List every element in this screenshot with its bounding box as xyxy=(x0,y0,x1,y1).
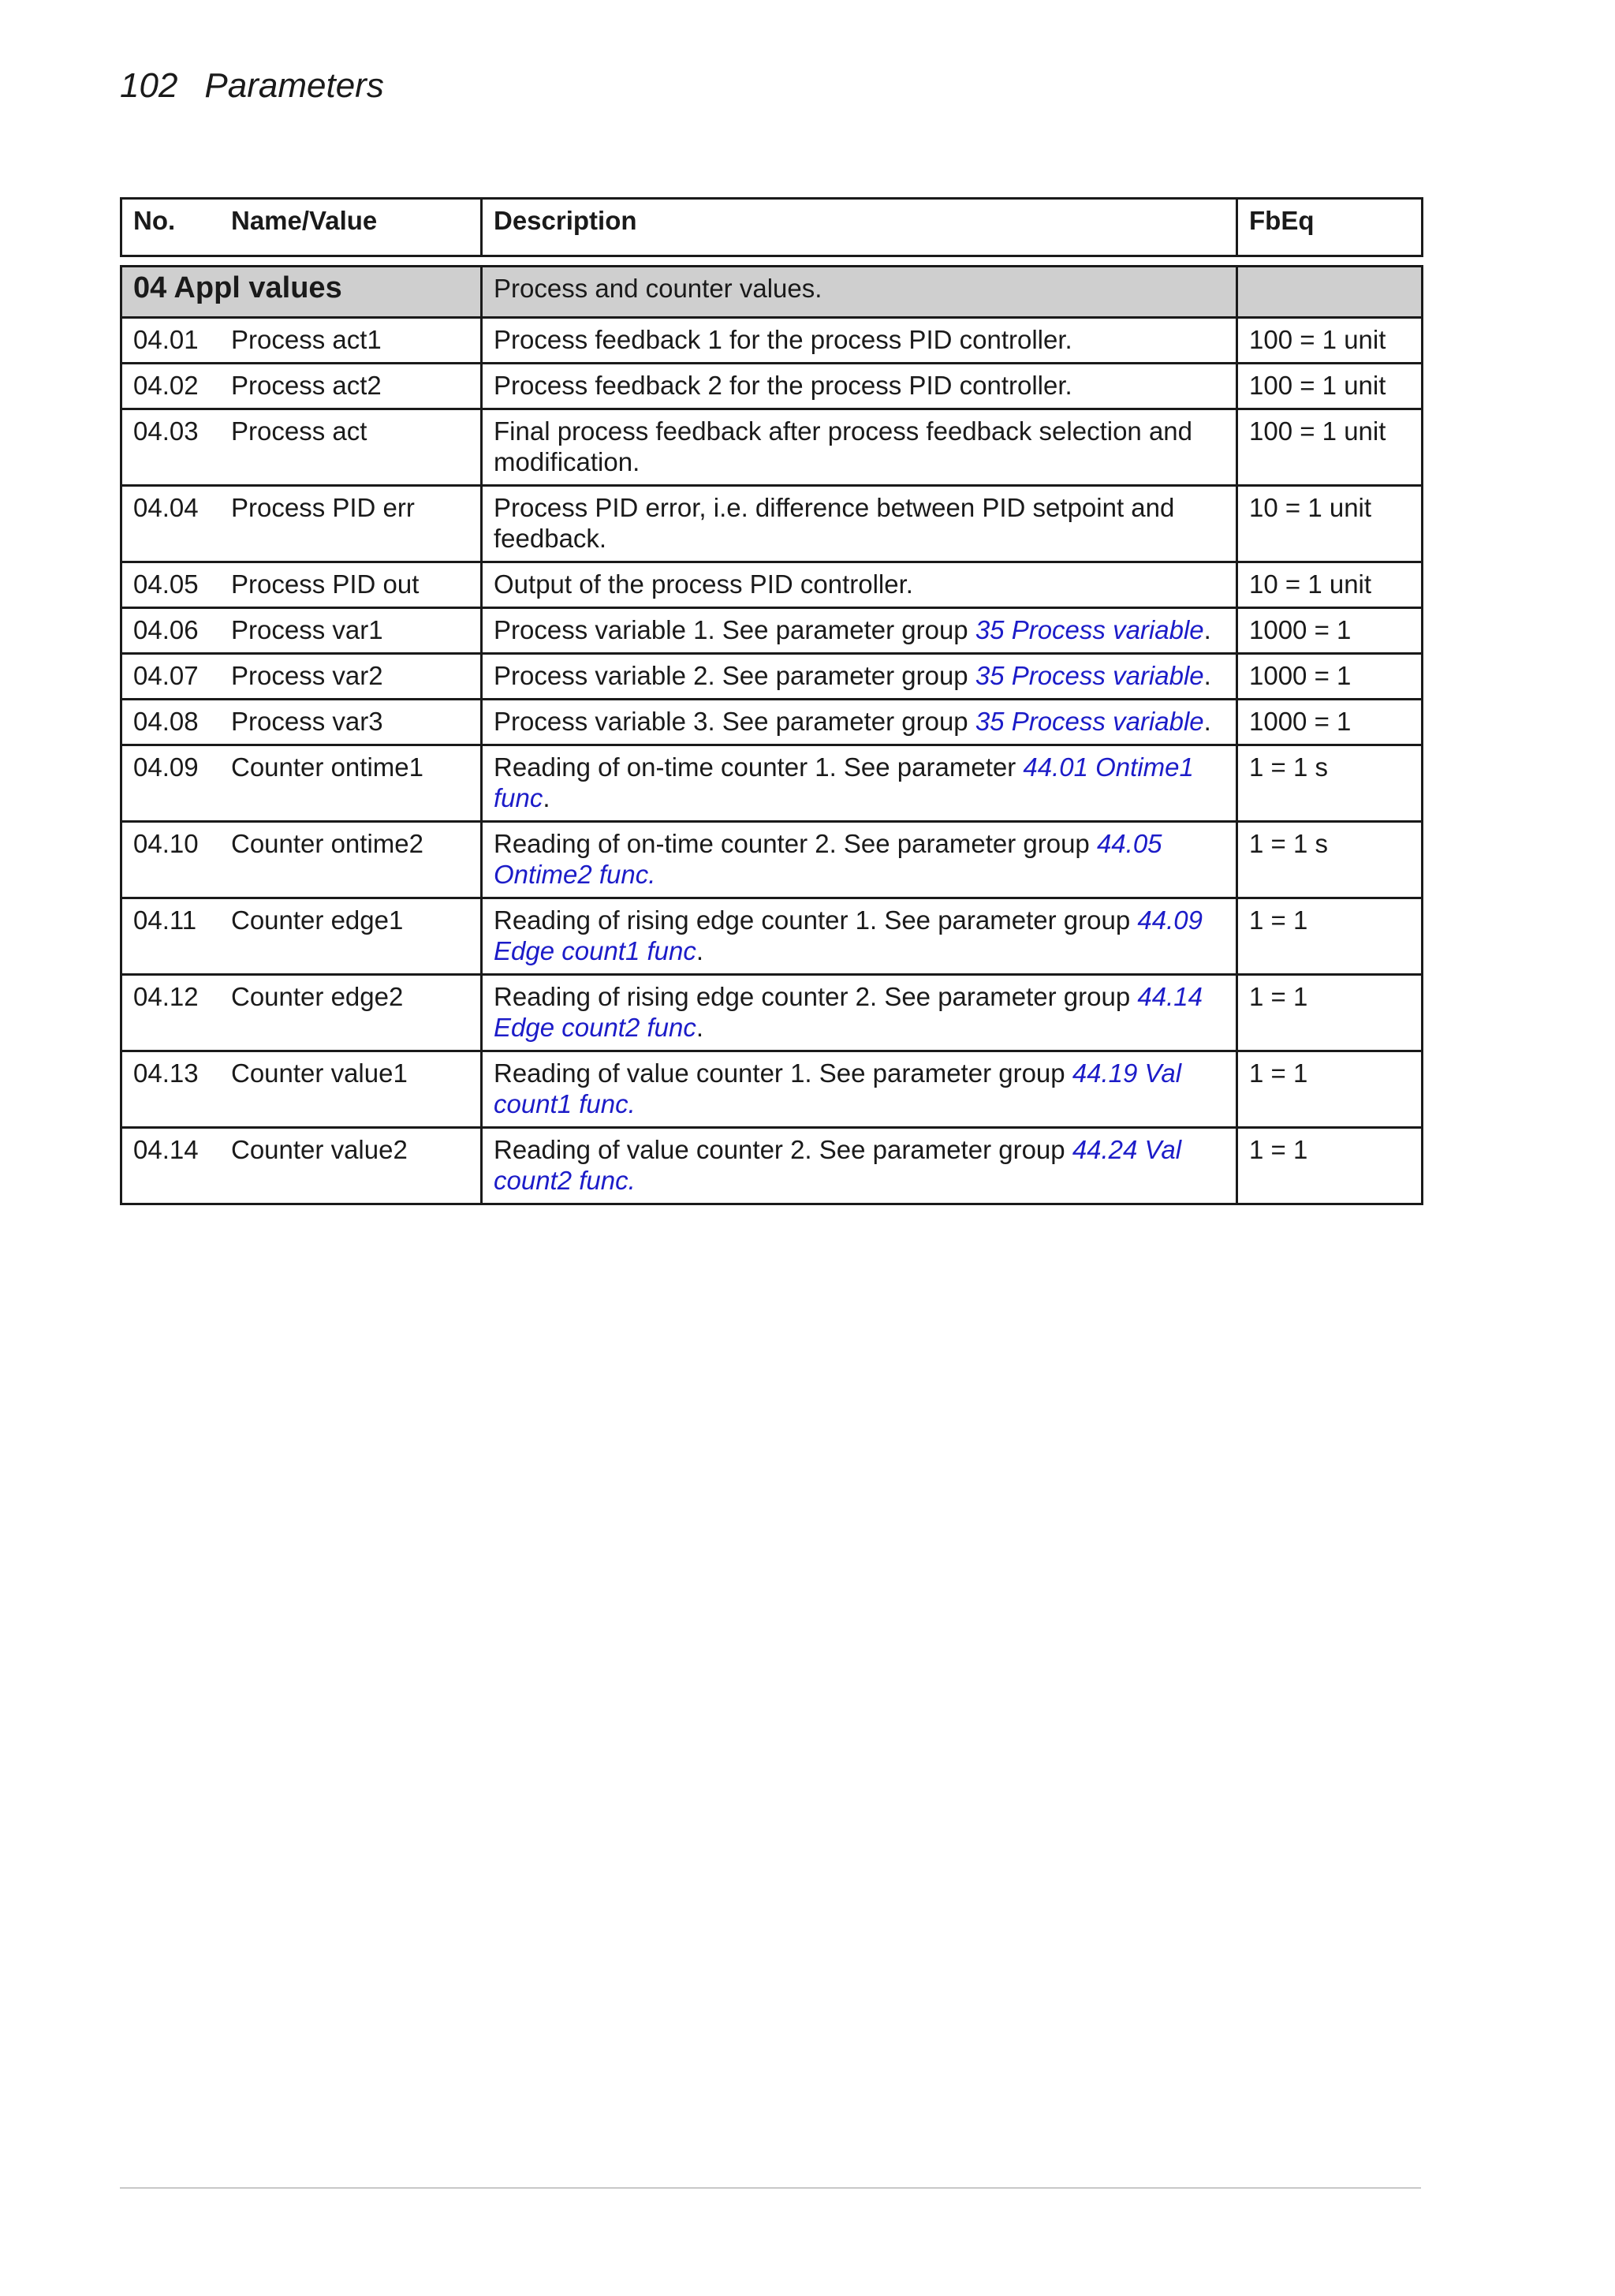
param-number: 04.10 xyxy=(133,829,199,858)
param-name: Counter ontime2 xyxy=(231,829,423,858)
param-name: Counter edge2 xyxy=(231,982,404,1011)
param-description xyxy=(482,608,1237,654)
description-text: Process variable 3. See parameter group xyxy=(494,707,975,736)
description-suffix: . xyxy=(696,936,704,965)
param-link[interactable]: 35 Process variable xyxy=(975,615,1204,644)
param-cell xyxy=(121,364,482,409)
table-row xyxy=(121,364,1423,409)
param-link[interactable]: 35 Process variable xyxy=(975,707,1204,736)
param-cell xyxy=(121,562,482,608)
param-link[interactable]: 44.14 Edge count2 func xyxy=(494,982,1203,1042)
param-fbeq: 100 = 1 unit xyxy=(1237,318,1423,364)
table-header xyxy=(120,197,1423,257)
group-row xyxy=(121,267,1423,318)
param-fbeq: 100 = 1 unit xyxy=(1237,364,1423,409)
header-left-cell xyxy=(121,199,482,256)
description-suffix: . xyxy=(1203,661,1211,690)
table-row xyxy=(121,562,1423,608)
param-fbeq: 100 = 1 unit xyxy=(1237,409,1423,486)
param-name: Process act2 xyxy=(231,371,382,400)
description-text: Reading of on-time counter 1. See parameter xyxy=(494,752,1024,782)
param-name: Counter ontime1 xyxy=(231,752,423,782)
param-cell xyxy=(121,700,482,745)
param-fbeq: 1 = 1 s xyxy=(1237,745,1423,822)
table-row xyxy=(121,822,1423,898)
param-description xyxy=(482,745,1237,822)
param-description xyxy=(482,700,1237,745)
param-number: 04.13 xyxy=(133,1058,199,1088)
description-suffix: . xyxy=(696,1013,704,1042)
description-suffix: . xyxy=(1203,707,1211,736)
parameter-table-body xyxy=(121,267,1423,1204)
param-name: Process act xyxy=(231,416,367,446)
description-text: Process PID error, i.e. difference between PID setpoint and feedback. xyxy=(494,493,1175,553)
group-fbeq xyxy=(1237,267,1423,318)
table-row xyxy=(121,700,1423,745)
param-cell xyxy=(121,1051,482,1128)
table-row xyxy=(121,898,1423,975)
table-row xyxy=(121,975,1423,1051)
param-name: Process PID err xyxy=(231,493,415,522)
table-row xyxy=(121,409,1423,486)
param-description xyxy=(482,1128,1237,1204)
description-text: Output of the process PID controller. xyxy=(494,569,913,599)
header-name: Name/Value xyxy=(231,206,378,235)
param-name: Process var2 xyxy=(231,661,383,690)
param-number: 04.08 xyxy=(133,707,199,736)
section-title: Parameters xyxy=(204,66,384,105)
param-description xyxy=(482,654,1237,700)
param-name: Process var1 xyxy=(231,615,383,644)
header-row xyxy=(121,199,1423,256)
param-cell xyxy=(121,745,482,822)
param-name: Process PID out xyxy=(231,569,420,599)
param-name: Process act1 xyxy=(231,325,382,354)
description-suffix: . xyxy=(543,783,550,812)
table-row xyxy=(121,1051,1423,1128)
param-number: 04.01 xyxy=(133,325,199,354)
param-link[interactable]: 35 Process variable xyxy=(975,661,1204,690)
param-cell xyxy=(121,975,482,1051)
param-name: Counter edge1 xyxy=(231,905,404,935)
param-cell xyxy=(121,822,482,898)
param-cell xyxy=(121,898,482,975)
param-description xyxy=(482,898,1237,975)
param-number: 04.05 xyxy=(133,569,199,599)
param-fbeq: 1000 = 1 xyxy=(1237,654,1423,700)
param-name: Counter value2 xyxy=(231,1135,408,1164)
param-description xyxy=(482,822,1237,898)
param-number: 04.14 xyxy=(133,1135,199,1164)
param-fbeq: 1 = 1 xyxy=(1237,1051,1423,1128)
description-text: Process feedback 1 for the process PID controller. xyxy=(494,325,1072,354)
param-number: 04.09 xyxy=(133,752,199,782)
description-text: Reading of rising edge counter 1. See parameter group xyxy=(494,905,1138,935)
param-cell xyxy=(121,654,482,700)
group-title: 04 Appl values xyxy=(121,267,482,318)
param-number: 04.03 xyxy=(133,416,199,446)
table-row xyxy=(121,486,1423,562)
param-description xyxy=(482,1051,1237,1128)
param-cell xyxy=(121,318,482,364)
description-text: Process variable 1. See parameter group xyxy=(494,615,975,644)
header-description: Description xyxy=(482,199,1237,256)
param-number: 04.06 xyxy=(133,615,199,644)
header-no: No. xyxy=(133,206,176,235)
param-link[interactable]: 44.24 Val count2 func. xyxy=(494,1135,1182,1195)
footer-rule xyxy=(120,2187,1421,2189)
param-number: 04.04 xyxy=(133,493,199,522)
param-cell xyxy=(121,486,482,562)
param-link[interactable]: 44.19 Val count1 func. xyxy=(494,1058,1182,1118)
param-link[interactable]: 44.01 Ontime1 func xyxy=(494,752,1194,812)
param-fbeq: 1 = 1 xyxy=(1237,975,1423,1051)
param-number: 04.12 xyxy=(133,982,199,1011)
param-link[interactable]: 44.05 Ontime2 func. xyxy=(494,829,1162,889)
param-fbeq: 1 = 1 s xyxy=(1237,822,1423,898)
param-description xyxy=(482,486,1237,562)
param-description xyxy=(482,318,1237,364)
table-row xyxy=(121,745,1423,822)
description-text: Process variable 2. See parameter group xyxy=(494,661,975,690)
param-name: Process var3 xyxy=(231,707,383,736)
param-fbeq: 10 = 1 unit xyxy=(1237,562,1423,608)
param-fbeq: 1 = 1 xyxy=(1237,898,1423,975)
param-fbeq: 1000 = 1 xyxy=(1237,608,1423,654)
param-description xyxy=(482,975,1237,1051)
param-description xyxy=(482,409,1237,486)
param-fbeq: 10 = 1 unit xyxy=(1237,486,1423,562)
param-fbeq: 1000 = 1 xyxy=(1237,700,1423,745)
description-text: Final process feedback after process feedback selection and modification. xyxy=(494,416,1193,476)
param-number: 04.02 xyxy=(133,371,199,400)
table-row xyxy=(121,1128,1423,1204)
group-description: Process and counter values. xyxy=(482,267,1237,318)
table-row xyxy=(121,654,1423,700)
description-text: Reading of rising edge counter 2. See parameter group xyxy=(494,982,1138,1011)
page-header xyxy=(120,66,384,106)
param-fbeq: 1 = 1 xyxy=(1237,1128,1423,1204)
param-name: Counter value1 xyxy=(231,1058,408,1088)
page-number: 102 xyxy=(120,66,178,105)
description-suffix: . xyxy=(1203,615,1211,644)
description-text: Reading of on-time counter 2. See parameter group xyxy=(494,829,1097,858)
table-row xyxy=(121,318,1423,364)
param-cell xyxy=(121,1128,482,1204)
description-text: Reading of value counter 1. See parameter group xyxy=(494,1058,1072,1088)
param-cell xyxy=(121,608,482,654)
header-fbeq: FbEq xyxy=(1237,199,1423,256)
parameter-table xyxy=(120,265,1423,1205)
param-link[interactable]: 44.09 Edge count1 func xyxy=(494,905,1203,965)
param-number: 04.07 xyxy=(133,661,199,690)
table-row xyxy=(121,608,1423,654)
param-description xyxy=(482,562,1237,608)
description-text: Process feedback 2 for the process PID controller. xyxy=(494,371,1072,400)
param-number: 04.11 xyxy=(133,905,197,935)
param-description xyxy=(482,364,1237,409)
param-cell xyxy=(121,409,482,486)
description-text: Reading of value counter 2. See parameter group xyxy=(494,1135,1072,1164)
